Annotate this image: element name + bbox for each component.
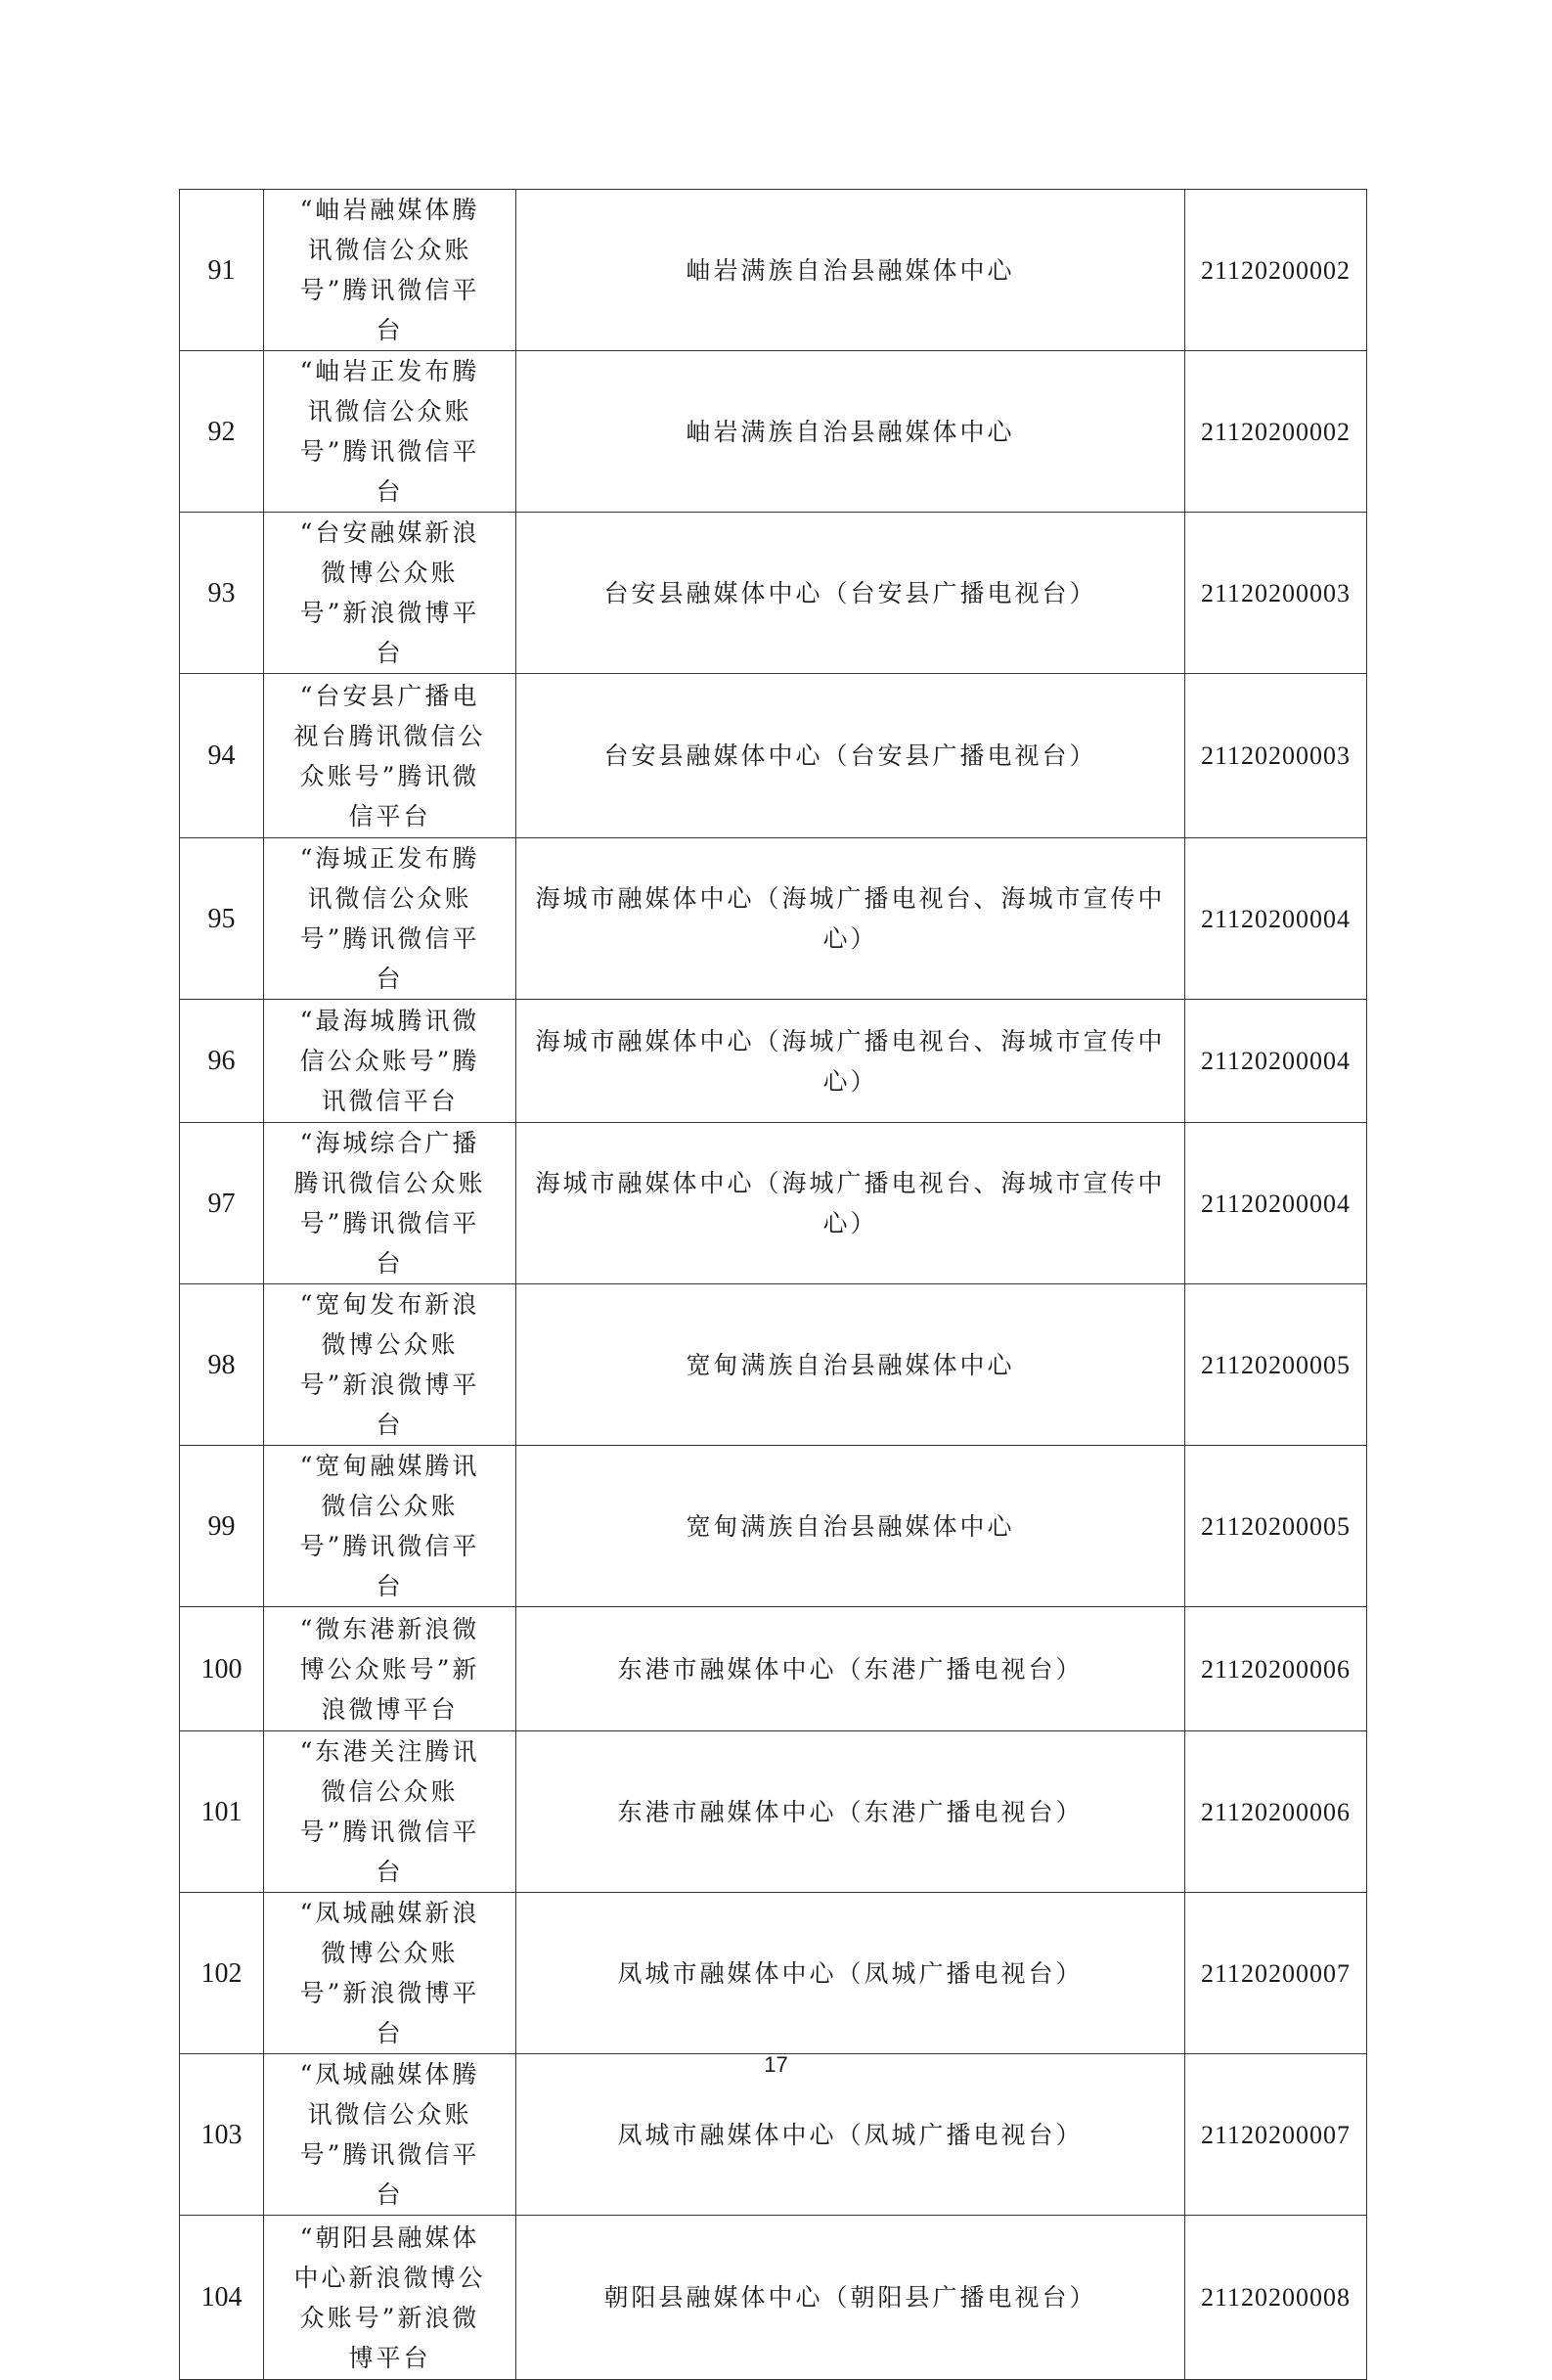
organization-name: 凤城市融媒体中心（凤城广播电视台） [516, 1893, 1185, 2054]
organization-name: 东港市融媒体中心（东港广播电视台） [516, 1607, 1185, 1731]
account-name: “朝阳县融媒体中心新浪微博公众账号”新浪微博平台 [264, 2216, 516, 2380]
organization-name: 台安县融媒体中心（台安县广播电视台） [516, 674, 1185, 838]
organization-name: 宽甸满族自治县融媒体中心 [516, 1446, 1185, 1607]
account-name: “凤城融媒新浪微博公众账号”新浪微博平台 [264, 1893, 516, 2054]
table-row [180, 190, 1367, 351]
registration-code: 21120200006 [1185, 1731, 1367, 1893]
row-index: 103 [180, 2054, 264, 2216]
organization-name: 岫岩满族自治县融媒体中心 [516, 190, 1185, 351]
registration-code: 21120200006 [1185, 1607, 1367, 1731]
row-index: 99 [180, 1446, 264, 1607]
organization-name: 台安县融媒体中心（台安县广播电视台） [516, 513, 1185, 674]
organization-name: 凤城市融媒体中心（凤城广播电视台） [516, 2054, 1185, 2216]
table-row [180, 1731, 1367, 1893]
row-index: 100 [180, 1607, 264, 1731]
account-name: “海城正发布腾讯微信公众账号”腾讯微信平台 [264, 838, 516, 1000]
table-row [180, 1284, 1367, 1446]
account-name: “东港关注腾讯微信公众账号”腾讯微信平台 [264, 1731, 516, 1893]
row-index: 95 [180, 838, 264, 1000]
account-name: “最海城腾讯微信公众账号”腾讯微信平台 [264, 1000, 516, 1123]
row-index: 101 [180, 1731, 264, 1893]
organization-name: 宽甸满族自治县融媒体中心 [516, 1284, 1185, 1446]
account-name: “凤城融媒体腾讯微信公众账号”腾讯微信平台 [264, 2054, 516, 2216]
organization-name: 东港市融媒体中心（东港广播电视台） [516, 1731, 1185, 1893]
row-index: 94 [180, 674, 264, 838]
row-index: 92 [180, 351, 264, 513]
registration-code: 21120200002 [1185, 351, 1367, 513]
table-row [180, 1446, 1367, 1607]
table-row [180, 1893, 1367, 2054]
table-row [180, 351, 1367, 513]
organization-name: 岫岩满族自治县融媒体中心 [516, 351, 1185, 513]
account-name: “岫岩正发布腾讯微信公众账号”腾讯微信平台 [264, 351, 516, 513]
registration-code: 21120200004 [1185, 1000, 1367, 1123]
row-index: 96 [180, 1000, 264, 1123]
account-name: “宽甸融媒腾讯微信公众账号”腾讯微信平台 [264, 1446, 516, 1607]
organization-name: 海城市融媒体中心（海城广播电视台、海城市宣传中心） [516, 838, 1185, 1000]
account-name: “岫岩融媒体腾讯微信公众账号”腾讯微信平台 [264, 190, 516, 351]
table-row [180, 1607, 1367, 1731]
row-index: 98 [180, 1284, 264, 1446]
table-row [180, 674, 1367, 838]
registration-code: 21120200007 [1185, 1893, 1367, 2054]
organization-name: 海城市融媒体中心（海城广播电视台、海城市宣传中心） [516, 1000, 1185, 1123]
registration-code: 21120200008 [1185, 2216, 1367, 2380]
row-index: 97 [180, 1123, 264, 1284]
table-row [180, 838, 1367, 1000]
registration-code: 21120200003 [1185, 674, 1367, 838]
registration-code: 21120200002 [1185, 190, 1367, 351]
table-row [180, 1123, 1367, 1284]
table-row [180, 1000, 1367, 1123]
row-index: 91 [180, 190, 264, 351]
account-name: “宽甸发布新浪微博公众账号”新浪微博平台 [264, 1284, 516, 1446]
account-name: “海城综合广播腾讯微信公众账号”腾讯微信平台 [264, 1123, 516, 1284]
table-row [180, 2054, 1367, 2216]
account-name: “台安融媒新浪微博公众账号”新浪微博平台 [264, 513, 516, 674]
table-row [180, 2216, 1367, 2380]
registration-code: 21120200005 [1185, 1446, 1367, 1607]
registration-code: 21120200004 [1185, 838, 1367, 1000]
row-index: 102 [180, 1893, 264, 2054]
account-name: “台安县广播电视台腾讯微信公众账号”腾讯微信平台 [264, 674, 516, 838]
registration-code: 21120200003 [1185, 513, 1367, 674]
organization-name: 朝阳县融媒体中心（朝阳县广播电视台） [516, 2216, 1185, 2380]
registry-table [179, 189, 1367, 2380]
row-index: 93 [180, 513, 264, 674]
registration-code: 21120200007 [1185, 2054, 1367, 2216]
account-name: “微东港新浪微博公众账号”新浪微博平台 [264, 1607, 516, 1731]
table-row [180, 513, 1367, 674]
organization-name: 海城市融媒体中心（海城广播电视台、海城市宣传中心） [516, 1123, 1185, 1284]
registration-code: 21120200004 [1185, 1123, 1367, 1284]
page-number: 17 [764, 2052, 788, 2077]
registration-code: 21120200005 [1185, 1284, 1367, 1446]
row-index: 104 [180, 2216, 264, 2380]
